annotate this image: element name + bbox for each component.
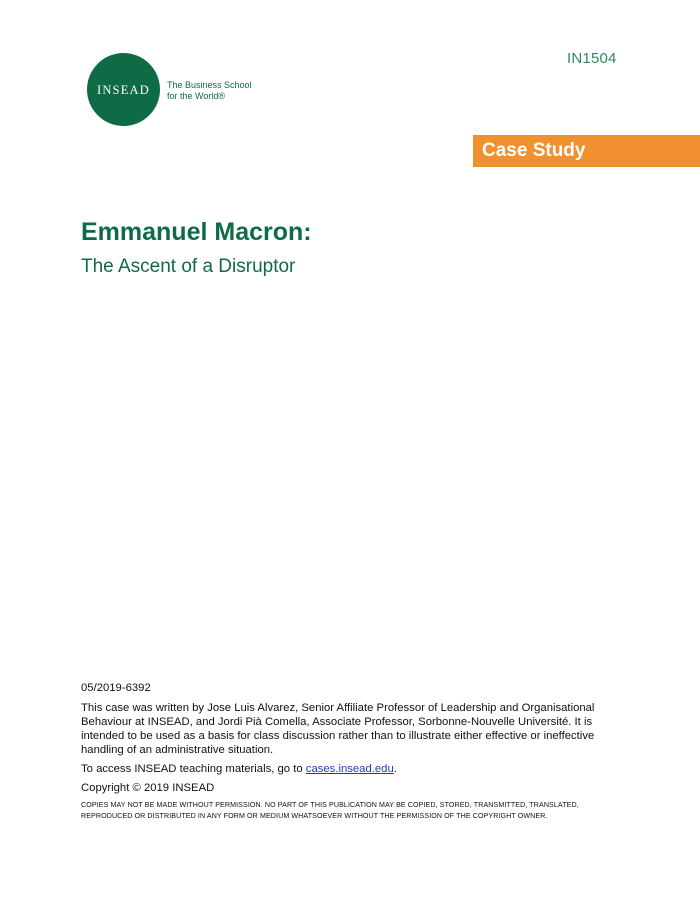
- footer-block: [81, 681, 611, 822]
- authorship-statement: This case was written by Jose Luis Alvarez, Senior Affiliate Professor of Leadership and Organisational Behaviour at INSEAD, and Jordi Pià Comella, Associate Professor, Sorbonne-Nouvelle Université. It is intended to be used as a basis for class discussion rather than to illustrate either effective or ineffective handling of an administrative situation.: [81, 702, 595, 756]
- access-prefix: To access INSEAD teaching materials, go to: [81, 763, 306, 775]
- logo-tagline: [167, 80, 252, 102]
- tagline-line-2: for the World®: [167, 91, 225, 101]
- cases-link[interactable]: cases.insead.edu: [305, 763, 394, 775]
- case-study-banner: [473, 135, 700, 167]
- tagline-line-1: The Business School: [167, 80, 252, 90]
- case-code: IN1504: [567, 50, 617, 67]
- logo-wordmark: INSEAD: [96, 83, 151, 97]
- case-study-label: Case Study: [482, 140, 586, 161]
- document-title: Emmanuel Macron:: [81, 218, 312, 246]
- access-suffix: .: [393, 763, 397, 775]
- copyright-notice: COPIES MAY NOT BE MADE WITHOUT PERMISSION. NO PART OF THIS PUBLICATION MAY BE COPIED, STORED, TRANSMITTED, TRANSLATED, REPRODUCED OR DISTRIBUTED IN ANY FORM OR MEDIUM WHATSOEVER WITHOUT THE PERMISSION OF THE COPYRIGHT OWNER.: [81, 801, 579, 820]
- access-line: [81, 762, 611, 776]
- insead-logo: [87, 53, 160, 126]
- reference-number: 05/2019-6392: [81, 682, 151, 694]
- copyright-line: Copyright © 2019 INSEAD: [81, 782, 215, 794]
- document-subtitle: The Ascent of a Disruptor: [81, 256, 296, 277]
